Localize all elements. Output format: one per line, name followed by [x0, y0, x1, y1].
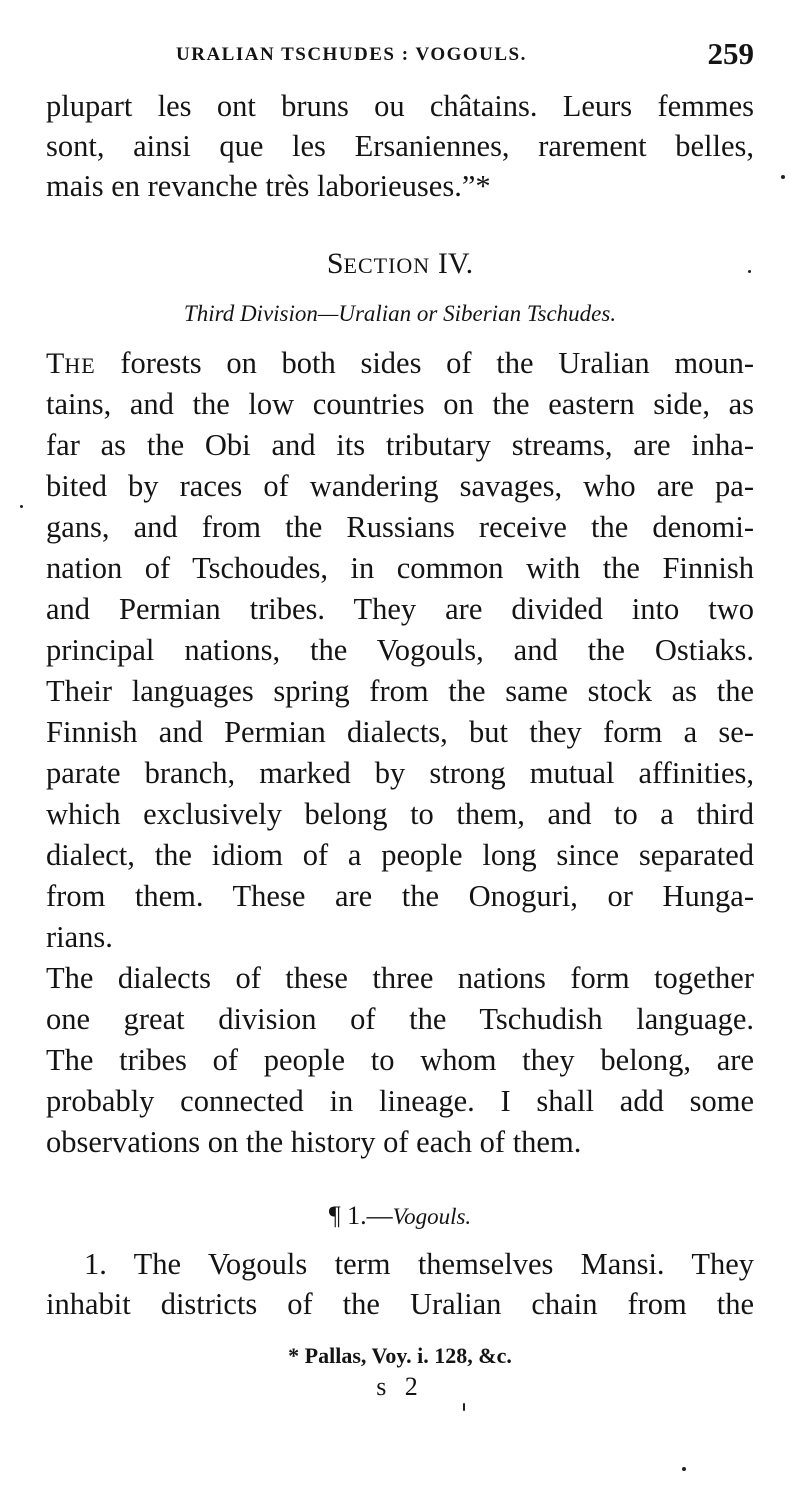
- footnote: * Pallas, Voy. i. 128, &c.: [288, 1343, 512, 1368]
- text-line: parate branch, marked by strong mutual affinities,: [46, 756, 754, 790]
- text-line: gans, and from the Russians receive the denomi-: [46, 510, 754, 544]
- section-heading-numeral: IV.: [437, 247, 474, 280]
- text-line: inhabit districts of the Uralian chain from the: [46, 1287, 754, 1321]
- text-line: Their languages spring from the same stock as the: [46, 674, 754, 708]
- print-speck: [682, 1467, 686, 1471]
- text-line: sont, ainsi que les Ersaniennes, rarement belles,: [46, 129, 754, 163]
- text-line: which exclusively belong to them, and to a third: [46, 797, 754, 831]
- text-line: The tribes of people to whom they belong, are: [46, 1043, 754, 1077]
- section-heading: [46, 243, 754, 283]
- section-heading-smallcaps: ECTION: [343, 253, 431, 278]
- print-speck: [20, 505, 23, 508]
- section-heading-initial: S: [326, 247, 344, 280]
- text-line: dialect, the idiom of a people long since separated: [46, 838, 754, 872]
- subsection-title: Vogouls.: [392, 1204, 472, 1229]
- first-line-rest: forests on both sides of the Uralian moun-: [95, 346, 754, 380]
- running-head-title: URALIAN TSCHUDES : VOGOULS.: [176, 44, 527, 65]
- text-line: observations on the history of each of them.: [46, 1125, 582, 1159]
- text-line: 1. The Vogouls term themselves Mansi. They: [84, 1247, 754, 1281]
- division-subheading: Third Division—Uralian or Siberian Tschudes.: [183, 301, 617, 326]
- signature-mark: s 2: [376, 1372, 424, 1401]
- text-line: one great division of the Tschudish language.: [46, 1002, 754, 1036]
- text-line: tains, and the low countries on the eastern side, as: [46, 387, 754, 421]
- subsection-heading: [46, 1194, 754, 1234]
- print-speck: [463, 1403, 465, 1411]
- dropcap: T: [46, 347, 65, 380]
- print-speck: [781, 175, 785, 179]
- text-line: rians.: [46, 920, 113, 954]
- text-line: plupart les ont bruns ou châtains. Leurs femmes: [46, 89, 754, 123]
- text-line: and Permian tribes. They are divided into two: [46, 592, 754, 626]
- paragraph-first-line: [46, 343, 754, 383]
- text-line: bited by races of wandering savages, who are pa-: [46, 469, 754, 503]
- text-line: probably connected in lineage. I shall add some: [46, 1084, 754, 1118]
- running-head: [46, 36, 754, 80]
- text-line: Finnish and Permian dialects, but they form a se-: [46, 715, 754, 749]
- text-line: principal nations, the Vogouls, and the Ostiaks.: [46, 633, 754, 667]
- text-line: nation of Tschoudes, in common with the Finnish: [46, 551, 754, 585]
- text-line: from them. These are the Onoguri, or Hunga-: [46, 879, 754, 913]
- text-line: The dialects of these three nations form together: [46, 961, 754, 995]
- page-number: 259: [707, 36, 754, 71]
- text-line: far as the Obi and its tributary streams, are inha-: [46, 428, 754, 462]
- smallcaps-text: HE: [64, 353, 96, 378]
- subsection-mark: ¶ 1.—: [328, 1201, 393, 1230]
- text-line: mais en revanche très laborieuses.”*: [46, 169, 491, 203]
- print-speck: [748, 270, 751, 273]
